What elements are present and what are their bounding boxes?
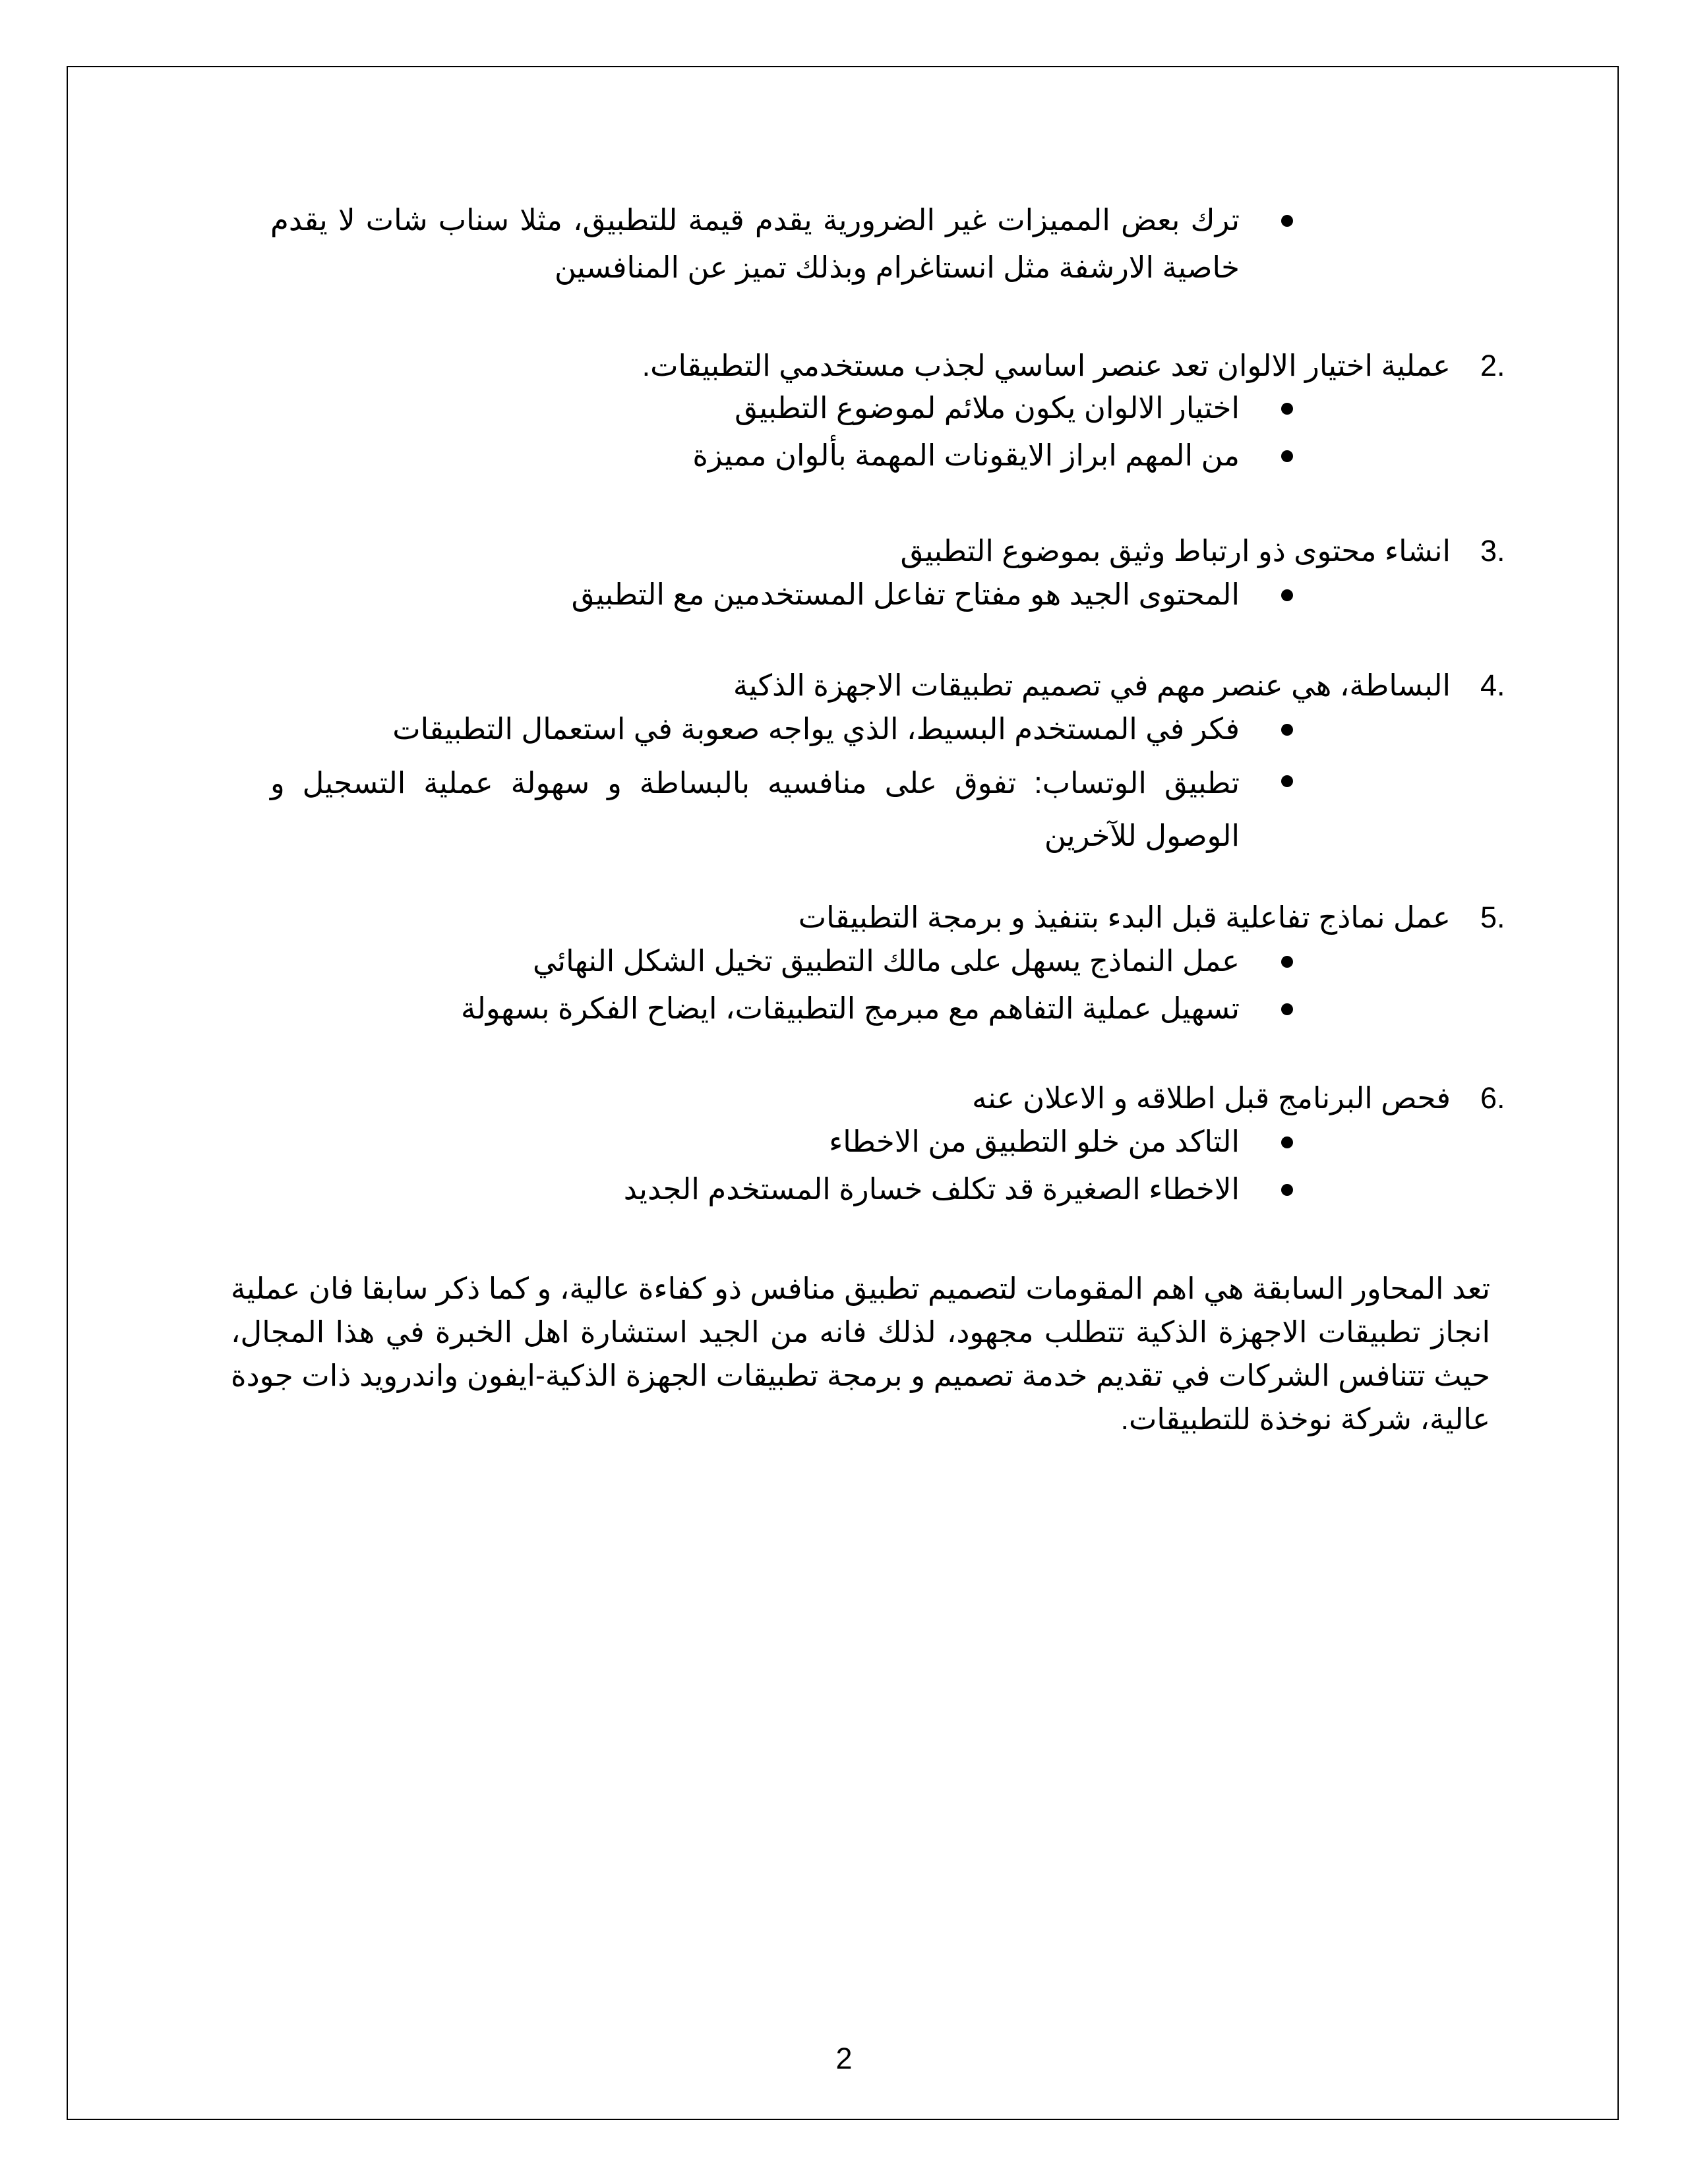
bullet-dot: [1281, 589, 1293, 601]
section-heading: البساطة، هي عنصر مهم في تصميم تطبيقات الاجهزة الذكية: [733, 668, 1451, 702]
section-heading: فحص البرنامج قبل اطلاقه و الاعلان عنه: [972, 1081, 1451, 1115]
section-number: 6.: [1480, 1081, 1505, 1115]
section-heading: انشاء محتوى ذو ارتباط وثيق بموضوع التطبيق: [900, 534, 1451, 568]
list-item: من المهم ابراز الايقونات المهمة بألوان مميزة: [692, 438, 1240, 472]
bullet-dot: [1281, 724, 1293, 736]
section-number: 4.: [1480, 668, 1505, 702]
list-item: عمل النماذج يسهل على مالك التطبيق تخيل الشكل النهائي: [533, 944, 1240, 978]
bullet-dot: [1281, 450, 1293, 462]
section-heading: عمل نماذج تفاعلية قبل البدء بتنفيذ و برمجة التطبيقات: [798, 900, 1451, 934]
section-number: 2.: [1480, 349, 1505, 382]
page-number: 2: [835, 2042, 853, 2075]
closing-paragraph: تعد المحاور السابقة هي اهم المقومات لتصميم تطبيق منافس ذو كفاءة عالية، و كما ذكر سابقا فان عملية انجاز تطبيقات الاجهزة الذكية تتطلب مجهود، لذلك فانه من الجيد استشارة اهل الخبرة في هذا المجال، حيث تتنافس الشركات في تقديم خدمة تصميم و برمجة تطبيقات الجهزة الذكية-ايفون واندرويد ذات جودة عالية، شركة نوخذة للتطبيقات.: [231, 1272, 1490, 1436]
list-item: الاخطاء الصغيرة قد تكلف خسارة المستخدم الجديد: [623, 1172, 1240, 1206]
section-number: 3.: [1480, 534, 1505, 568]
bullet-dot: [1281, 775, 1293, 787]
bullet-dot: [1281, 956, 1293, 968]
list-item: فكر في المستخدم البسيط، الذي يواجه صعوبة في استعمال التطبيقات: [392, 712, 1240, 746]
list-item: تطبيق الوتساب: تفوق على منافسيه بالبساطة و سهولة عملية التسجيل و الوصول للآخرين: [270, 766, 1240, 852]
bullet-dot: [1281, 1184, 1293, 1196]
bullet-dot: [1281, 1136, 1293, 1148]
bullet-dot: [1281, 215, 1293, 227]
list-item: التاكد من خلو التطبيق من الاخطاء: [829, 1125, 1240, 1158]
list-item: تسهيل عملية التفاهم مع مبرمج التطبيقات، ايضاح الفكرة بسهولة: [461, 991, 1240, 1025]
intro-bullet-text: ترك بعض المميزات غير الضرورية يقدم قيمة للتطبيق، مثلا سناب شات لا يقدم خاصية الارشفة مثل انستاغرام وبذلك تميز عن المنافسين: [270, 203, 1240, 284]
section-number: 5.: [1480, 900, 1505, 934]
bullet-dot: [1281, 1003, 1293, 1015]
list-item: اختيار الالوان يكون ملائم لموضوع التطبيق: [735, 391, 1240, 425]
bullet-dot: [1281, 403, 1293, 415]
section-heading: عملية اختيار الالوان تعد عنصر اساسي لجذب مستخدمي التطبيقات.: [642, 349, 1451, 382]
list-item: المحتوى الجيد هو مفتاح تفاعل المستخدمين مع التطبيق: [571, 577, 1240, 611]
